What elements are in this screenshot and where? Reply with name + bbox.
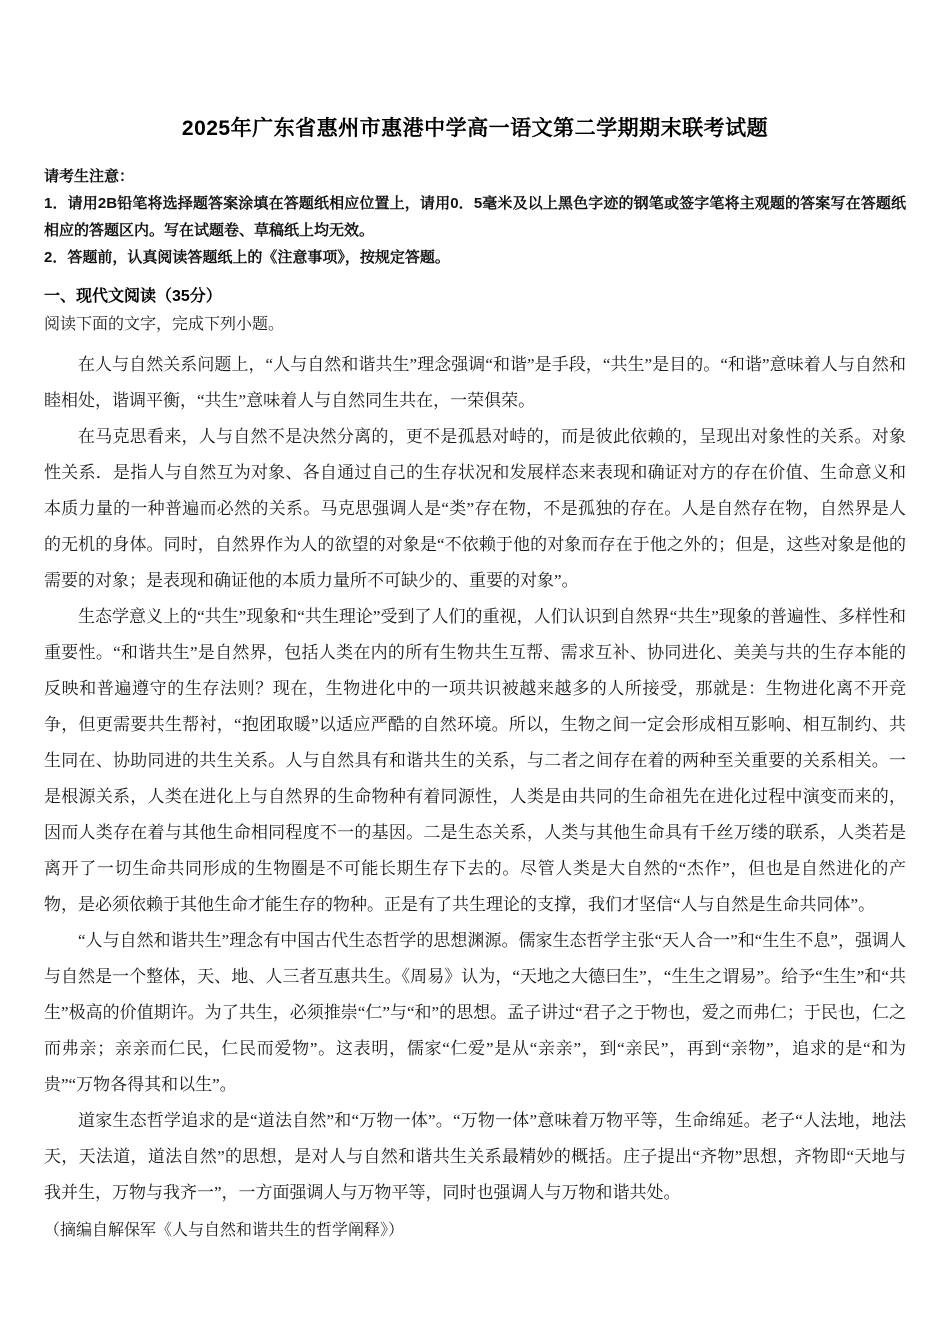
notice-item-2: 2．答题前，认真阅读答题纸上的《注意事项》，按规定答题。 [44, 249, 450, 266]
page-title: 2025年广东省惠州市惠港中学高一语文第二学期期末联考试题 [181, 117, 769, 140]
notice-heading: 请考生注意： [44, 168, 135, 185]
section-heading: 一、现代文阅读（35分） [44, 288, 222, 305]
passage-paragraph-4: “人与自然和谐共生”理念有中国古代生态哲学的思想渊源。儒家生态哲学主张“天人合一”和“生生不息”，强调人与自然是一个整体，天、地、人三者互惠共生。《周易》认为，“天地之大德曰生”，“生生之谓易”。给予“生生”和“共生”极高的价值期许。为了共生，必须推崇“仁”与“和”的思想。孟子讲过“君子之于物也，爱之而弗仁；于民也，仁之而弗亲；亲亲而仁民，仁民而爱物”。这表明，儒家“仁爱”是从“亲亲”，到“亲民”，再到“亲物”，追求的是“和为贵”“万物各得其和以生”。 [44, 931, 906, 1094]
reading-instruction: 阅读下面的文字，完成下列小题。 [44, 316, 285, 333]
passage-paragraph-2: 在马克思看来，人与自然不是决然分离的，更不是孤悬对峙的，而是彼此依赖的，呈现出对象性的关系。对象性关系．是指人与自然互为对象、各自通过自己的生存状况和发展样态来表现和确证对方的存在价值、生命意义和本质力量的一种普遍而必然的关系。马克思强调人是“类”存在物，不是孤独的存在。人是自然存在物，自然界是人的无机的身体。同时，自然界作为人的欲望的对象是“不依赖于他的对象而存在于他之外的；但是，这些对象是他的需要的对象；是表现和确证他的本质力量所不可缺少的、重要的对象”。 [44, 427, 906, 590]
section-modern-text-reading [44, 285, 906, 1249]
passage-paragraph-1: 在人与自然关系问题上，“人与自然和谐共生”理念强调“和谐”是手段，“共生”是目的。“和谐”意味着人与自然和睦相处，谐调平衡，“共生”意味着人与自然同生共在，一荣俱荣。 [44, 355, 906, 410]
notice-section [44, 163, 906, 271]
notice-item-1: 1．请用2B铅笔将选择题答案涂填在答题纸相应位置上，请用0．5毫米及以上黑色字迹的钢笔或签字笔将主观题的答案写在答题纸相应的答题区内。写在试题卷、草稿纸上均无效。 [44, 195, 906, 239]
passage-source-attribution: （摘编自解保军《人与自然和谐共生的哲学阐释》） [44, 1222, 405, 1239]
passage-paragraph-5: 道家生态哲学追求的是“道法自然”和“万物一体”。“万物一体”意味着万物平等，生命绵延。老子“人法地，地法天，天法道，道法自然”的思想，是对人与自然和谐共生关系最精妙的概括。庄子提出“齐物”思想，齐物即“天地与我并生，万物与我齐一”，一方面强调人与万物平等，同时也强调人与万物和谐共处。 [44, 1111, 906, 1202]
reading-passage [44, 347, 906, 1249]
passage-paragraph-3: 生态学意义上的“共生”现象和“共生理论”受到了人们的重视，人们认识到自然界“共生”现象的普遍性、多样性和重要性。“和谐共生”是自然界，包括人类在内的所有生物共生互帮、需求互补、协同进化、美美与共的生存本能的反映和普遍遵守的生存法则？现在，生物进化中的一项共识被越来越多的人所接受，那就是：生物进化离不开竞争，但更需要共生帮衬，“抱团取暖”以适应严酷的自然环境。所以，生物之间一定会形成相互影响、相互制约、共生同在、协助同进的共生关系。人与自然具有和谐共生的关系，与二者之间存在着的两种至关重要的关系相关。一是根源关系，人类在进化上与自然界的生命物种有着同源性，人类是由共同的生命祖先在进化过程中演变而来的，因而人类存在着与其他生命相同程度不一的基因。二是生态关系，人类与其他生命具有千丝万缕的联系，人类若是离开了一切生命共同形成的生物圈是不可能长期生存下去的。尽管人类是大自然的“杰作”，但也是自然进化的产物，是必须依赖于其他生命才能生存的物种。正是有了共生理论的支撑，我们才坚信“人与自然是生命共同体”。 [44, 607, 906, 914]
